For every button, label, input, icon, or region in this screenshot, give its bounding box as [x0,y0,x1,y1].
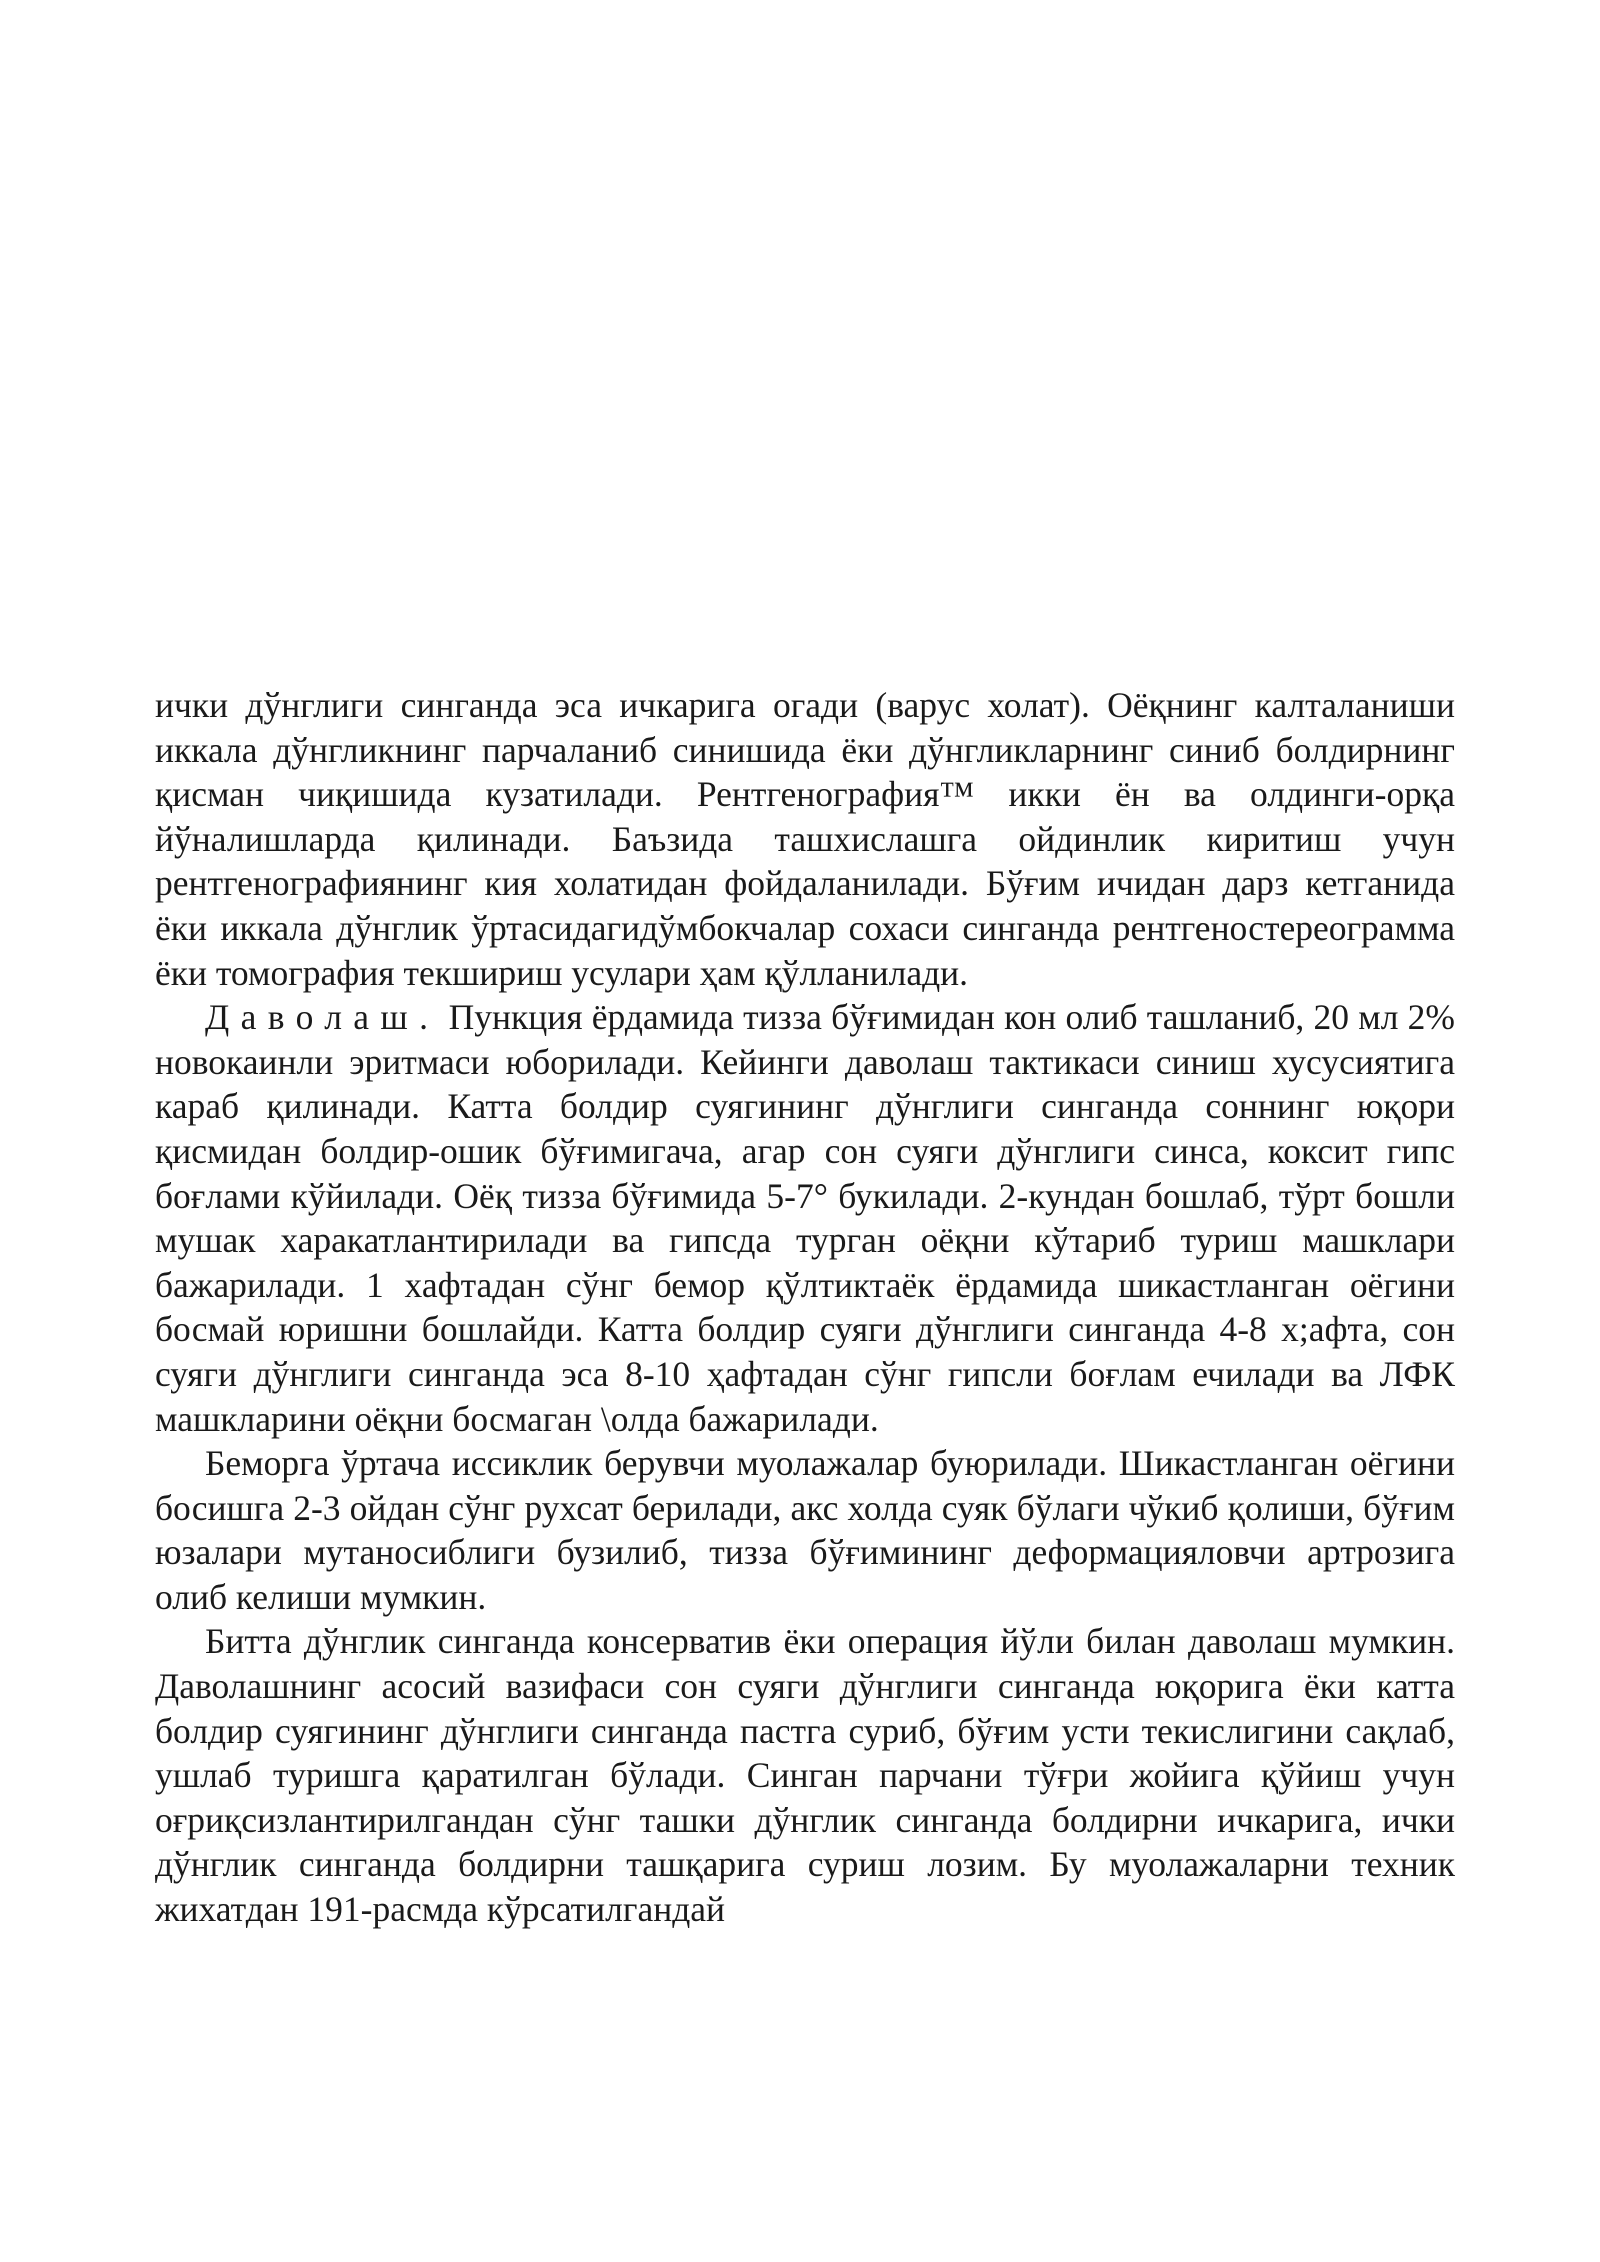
paragraph-2-text: Пункция ёрдамида тизза бўғимидан кон олиб ташланиб, 20 мл 2% новокаинли эритмаси юборилади. Кейинги даволаш тактикаси синиш хусусиятига караб қилинади. Катта болдир суягининг дўнглиги синганда соннинг юқори қисмидан болдир-ошик бўғимигача, агар сон суяги дўнглиги синса, коксит гипс боғлами кўйилади. Оёқ тизза бўғимида 5-7° букилади. 2-кундан бошлаб, тўрт бошли мушак харакатлантирилади ва гипсда турган оёқни кўтариб туриш машклари бажарилади. 1 хафтадан сўнг бемор қўлтиктаёк ёрдамида шикастланган оёгини босмай юришни бошлайди. Катта болдир суяги дўнглиги синганда 4-8 х;афта, сон суяги дўнглиги синганда эса 8-10 ҳафтадан сўнг гипсли боғлам ечилади ва ЛФК машкларини оёқни босмаган \олда бажарилади. [155,997,1455,1439]
paragraph-3 [155,1441,1455,1619]
paragraph-4 [155,1619,1455,1931]
paragraph-4-text: Битта дўнглик синганда консерватив ёки операция йўли билан даволаш мумкин. Даволашнинг асосий вазифаси сон суяги дўнглиги синганда юқорига ёки катта болдир суягининг дўнглиги синганда пастга суриб, бўғим усти текислигини сақлаб, ушлаб туришга қаратилган бўлади. Синган парчани тўғри жойига қўйиш учун оғриқсизлантирилгандан сўнг ташки дўнглик синганда болдирни ичкарига, ички дўнглик синганда болдирни ташқарига суриш лозим. Бу муолажаларни техник жихатдан 191-расмда кўрсатилгандай [155,1621,1455,1930]
treatment-heading: Даволаш. [205,997,440,1038]
paragraph-1-text: ички дўнглиги синганда эса ичкарига огади (варус холат). Оёқнинг калталаниши иккала дўнгликнинг парчаланиб синишида ёки дўнгликларнинг синиб болдирнинг қисман чиқишида кузатилади. Рентгенография™ икки ён ва олдинги-орқа йўналишларда қилинади. Баъзида ташхислашга ойдинлик киритиш учун рентгенографиянинг кия холатидан фойдаланилади. Бўғим ичидан дарз кетганида ёки иккала дўнглик ўртасидагидўмбокчалар сохаси синганда рентгеностереограмма ёки томография текшириш усулари ҳам қўлланилади. [155,685,1455,993]
paragraph-2 [155,995,1455,1441]
paragraph-3-text: Беморга ўртача иссиклик берувчи муолажалар буюрилади. Шикастланган оёгини босишга 2-3 ойдан сўнг рухсат берилади, акс холда суяк бўлаги чўкиб қолиши, бўғим юзалари мутаносиблиги бузилиб, тизза бўғимининг деформацияловчи артрозига олиб келиши мумкин. [155,1443,1455,1617]
paragraph-1 [155,683,1455,995]
body-text [155,683,1455,1932]
